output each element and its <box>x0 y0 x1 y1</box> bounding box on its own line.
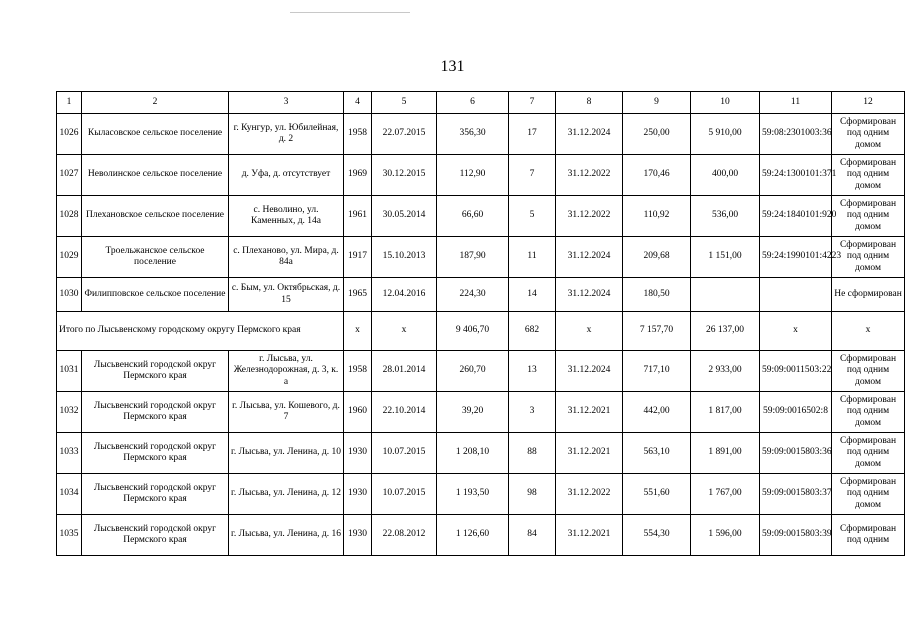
land-status-cell: Сформирован под одним домом <box>832 155 905 196</box>
table-row <box>57 114 905 155</box>
column-number-6: 6 <box>437 92 509 114</box>
column-number-11: 11 <box>760 92 832 114</box>
row-number-cell: 1033 <box>57 433 82 474</box>
land-area-cell <box>691 278 760 312</box>
residents-cell: 13 <box>509 351 556 392</box>
year-built-cell: 1958 <box>344 114 372 155</box>
residents-cell: 17 <box>509 114 556 155</box>
total-cell: x <box>372 312 437 351</box>
land-area-cell: 1 596,00 <box>691 515 760 556</box>
address-cell: г. Кунгур, ул. Юбилейная, д. 2 <box>229 114 344 155</box>
residents-cell: 88 <box>509 433 556 474</box>
year-built-cell: 1960 <box>344 392 372 433</box>
total-cell: 9 406,70 <box>437 312 509 351</box>
land-status-cell: Сформирован под одним домом <box>832 433 905 474</box>
row-number-cell: 1032 <box>57 392 82 433</box>
municipality-cell: Филипповское сельское поселение <box>82 278 229 312</box>
date-recognized-cell: 30.12.2015 <box>372 155 437 196</box>
date-recognized-cell: 30.05.2014 <box>372 196 437 237</box>
row-number-cell: 1026 <box>57 114 82 155</box>
total-cell: x <box>556 312 623 351</box>
row-number-cell: 1031 <box>57 351 82 392</box>
row-number-cell: 1029 <box>57 237 82 278</box>
table-row <box>57 515 905 556</box>
relocated-area-cell: 554,30 <box>623 515 691 556</box>
relocated-area-cell: 110,92 <box>623 196 691 237</box>
row-number-cell: 1028 <box>57 196 82 237</box>
date-recognized-cell: 22.07.2015 <box>372 114 437 155</box>
cadastral-number-cell: 59:24:1840101:920 <box>760 196 832 237</box>
header-row <box>57 92 905 114</box>
row-number-cell: 1030 <box>57 278 82 312</box>
date-recognized-cell: 28.01.2014 <box>372 351 437 392</box>
municipality-cell: Троельжанское сельское поселение <box>82 237 229 278</box>
address-cell: г. Лысьва, ул. Ленина, д. 12 <box>229 474 344 515</box>
municipality-cell: Лысьвенский городской округ Пермского края <box>82 392 229 433</box>
municipality-cell: Неволинское сельское поселение <box>82 155 229 196</box>
relocation-deadline-cell: 31.12.2024 <box>556 114 623 155</box>
row-number-cell: 1027 <box>57 155 82 196</box>
column-number-12: 12 <box>832 92 905 114</box>
land-status-cell: Сформирован под одним домом <box>832 474 905 515</box>
date-recognized-cell: 22.08.2012 <box>372 515 437 556</box>
land-status-cell: Сформирован под одним домом <box>832 196 905 237</box>
relocation-deadline-cell: 31.12.2022 <box>556 196 623 237</box>
municipality-cell: Лысьвенский городской округ Пермского края <box>82 474 229 515</box>
year-built-cell: 1930 <box>344 515 372 556</box>
land-area-cell: 1 151,00 <box>691 237 760 278</box>
relocated-area-cell: 209,68 <box>623 237 691 278</box>
table-row <box>57 196 905 237</box>
residents-cell: 5 <box>509 196 556 237</box>
cadastral-number-cell: 59:08:2301003:36 <box>760 114 832 155</box>
land-status-cell: Не сформирован <box>832 278 905 312</box>
column-number-10: 10 <box>691 92 760 114</box>
table-row <box>57 474 905 515</box>
column-number-7: 7 <box>509 92 556 114</box>
cadastral-number-cell: 59:09:0011503:22 <box>760 351 832 392</box>
relocation-deadline-cell: 31.12.2021 <box>556 433 623 474</box>
address-cell: г. Лысьва, ул. Железнодорожная, д. 3, к. а <box>229 351 344 392</box>
relocated-area-cell: 551,60 <box>623 474 691 515</box>
area-cell: 187,90 <box>437 237 509 278</box>
land-area-cell: 5 910,00 <box>691 114 760 155</box>
page-number: 131 <box>440 58 465 75</box>
date-recognized-cell: 10.07.2015 <box>372 433 437 474</box>
table-row <box>57 155 905 196</box>
area-cell: 66,60 <box>437 196 509 237</box>
total-cell: x <box>344 312 372 351</box>
residents-cell: 11 <box>509 237 556 278</box>
year-built-cell: 1961 <box>344 196 372 237</box>
land-area-cell: 1 817,00 <box>691 392 760 433</box>
year-built-cell: 1930 <box>344 433 372 474</box>
relocation-deadline-cell: 31.12.2021 <box>556 392 623 433</box>
total-label: Итого по Лысьвенскому городскому округу Пермского края <box>57 312 344 351</box>
relocated-area-cell: 250,00 <box>623 114 691 155</box>
year-built-cell: 1958 <box>344 351 372 392</box>
area-cell: 224,30 <box>437 278 509 312</box>
area-cell: 1 208,10 <box>437 433 509 474</box>
municipality-cell: Плехановское сельское поселение <box>82 196 229 237</box>
relocation-deadline-cell: 31.12.2022 <box>556 474 623 515</box>
year-built-cell: 1965 <box>344 278 372 312</box>
area-cell: 1 193,50 <box>437 474 509 515</box>
residents-cell: 98 <box>509 474 556 515</box>
relocation-deadline-cell: 31.12.2024 <box>556 351 623 392</box>
relocated-area-cell: 563,10 <box>623 433 691 474</box>
area-cell: 1 126,60 <box>437 515 509 556</box>
cadastral-number-cell <box>760 278 832 312</box>
residents-cell: 14 <box>509 278 556 312</box>
column-number-3: 3 <box>229 92 344 114</box>
address-cell: г. Лысьва, ул. Ленина, д. 10 <box>229 433 344 474</box>
register-table <box>56 91 905 556</box>
column-number-2: 2 <box>82 92 229 114</box>
address-cell: г. Лысьва, ул. Ленина, д. 16 <box>229 515 344 556</box>
relocated-area-cell: 717,10 <box>623 351 691 392</box>
column-number-8: 8 <box>556 92 623 114</box>
row-number-cell: 1035 <box>57 515 82 556</box>
area-cell: 112,90 <box>437 155 509 196</box>
relocation-deadline-cell: 31.12.2022 <box>556 155 623 196</box>
total-cell: x <box>760 312 832 351</box>
area-cell: 39,20 <box>437 392 509 433</box>
address-cell: с. Плеханово, ул. Мира, д. 84а <box>229 237 344 278</box>
cadastral-number-cell: 59:09:0015803:36 <box>760 433 832 474</box>
address-cell: с. Бым, ул. Октябрьская, д. 15 <box>229 278 344 312</box>
total-cell: 26 137,00 <box>691 312 760 351</box>
date-recognized-cell: 15.10.2013 <box>372 237 437 278</box>
table-row <box>57 351 905 392</box>
column-number-4: 4 <box>344 92 372 114</box>
land-area-cell: 1 767,00 <box>691 474 760 515</box>
land-area-cell: 536,00 <box>691 196 760 237</box>
column-number-9: 9 <box>623 92 691 114</box>
address-cell: д. Уфа, д. отсутствует <box>229 155 344 196</box>
relocation-deadline-cell: 31.12.2021 <box>556 515 623 556</box>
land-area-cell: 400,00 <box>691 155 760 196</box>
table-row <box>57 433 905 474</box>
relocated-area-cell: 170,46 <box>623 155 691 196</box>
municipality-cell: Лысьвенский городской округ Пермского края <box>82 433 229 474</box>
address-cell: г. Лысьва, ул. Кошевого, д. 7 <box>229 392 344 433</box>
total-cell: 682 <box>509 312 556 351</box>
area-cell: 260,70 <box>437 351 509 392</box>
land-status-cell: Сформирован под одним домом <box>832 237 905 278</box>
table-row <box>57 278 905 312</box>
total-cell: 7 157,70 <box>623 312 691 351</box>
table-row <box>57 237 905 278</box>
cadastral-number-cell: 59:09:0016502:8 <box>760 392 832 433</box>
year-built-cell: 1917 <box>344 237 372 278</box>
municipality-cell: Лысьвенский городской округ Пермского края <box>82 515 229 556</box>
land-status-cell: Сформирован под одним домом <box>832 392 905 433</box>
land-status-cell: Сформирован под одним домом <box>832 351 905 392</box>
land-area-cell: 1 891,00 <box>691 433 760 474</box>
relocated-area-cell: 442,00 <box>623 392 691 433</box>
relocation-deadline-cell: 31.12.2024 <box>556 278 623 312</box>
column-number-1: 1 <box>57 92 82 114</box>
year-built-cell: 1969 <box>344 155 372 196</box>
area-cell: 356,30 <box>437 114 509 155</box>
cadastral-number-cell: 59:24:1300101:371 <box>760 155 832 196</box>
municipality-cell: Лысьвенский городской округ Пермского края <box>82 351 229 392</box>
relocation-deadline-cell: 31.12.2024 <box>556 237 623 278</box>
date-recognized-cell: 22.10.2014 <box>372 392 437 433</box>
date-recognized-cell: 10.07.2015 <box>372 474 437 515</box>
year-built-cell: 1930 <box>344 474 372 515</box>
row-number-cell: 1034 <box>57 474 82 515</box>
land-status-cell: Сформирован под одним <box>832 515 905 556</box>
cadastral-number-cell: 59:09:0015803:39 <box>760 515 832 556</box>
land-status-cell: Сформирован под одним домом <box>832 114 905 155</box>
table-body <box>57 92 905 556</box>
cadastral-number-cell: 59:24:1990101:4223 <box>760 237 832 278</box>
address-cell: с. Неволино, ул. Каменных, д. 14а <box>229 196 344 237</box>
residents-cell: 3 <box>509 392 556 433</box>
total-cell: x <box>832 312 905 351</box>
total-row <box>57 312 905 351</box>
table-row <box>57 392 905 433</box>
top-rule <box>290 12 410 13</box>
land-area-cell: 2 933,00 <box>691 351 760 392</box>
relocated-area-cell: 180,50 <box>623 278 691 312</box>
cadastral-number-cell: 59:09:0015803:37 <box>760 474 832 515</box>
column-number-5: 5 <box>372 92 437 114</box>
municipality-cell: Кыласовское сельское поселение <box>82 114 229 155</box>
date-recognized-cell: 12.04.2016 <box>372 278 437 312</box>
residents-cell: 84 <box>509 515 556 556</box>
residents-cell: 7 <box>509 155 556 196</box>
